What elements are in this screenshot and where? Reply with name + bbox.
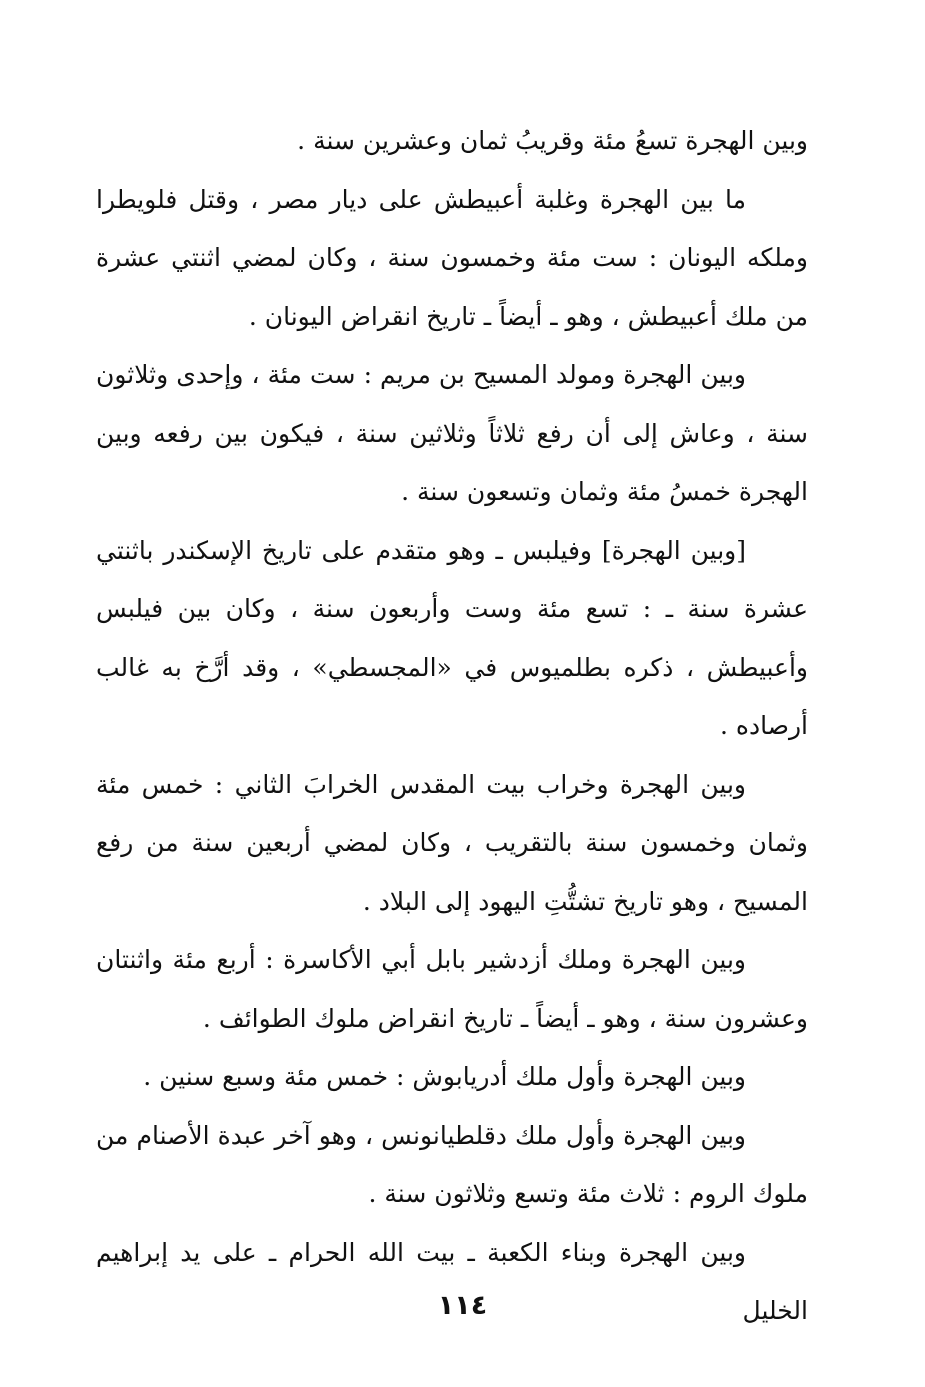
page-body-text — [96, 112, 808, 1341]
page-number: ١١٤ — [437, 1290, 488, 1321]
paragraph-2: ما بين الهجرة وغلبة أعبيطش على ديار مصر ، وقتل فلويطرا وملكه اليونان : ست مئة وخمسون سنة ، وكان لمضي اثنتي عشرة من ملك أعبيطش ، وهو ـ أيضاً ـ تاريخ انقراض اليونان . — [96, 184, 808, 331]
paragraph-4: [وبين الهجرة] وفيلبس ـ وهو متقدم على تاريخ الإسكندر باثنتي عشرة سنة ـ : تسع مئة وست وأربعون سنة ، وكان بين فيلبس وأعبيطش ، ذكره بطلميوس في «المجسطي» ، وقد أرَّخ به غالب أرصاده . — [96, 535, 808, 740]
paragraph-7: وبين الهجرة وأول ملك أدريابوش : خمس مئة وسبع سنين . — [143, 1062, 746, 1091]
paragraph-1: وبين الهجرة تسعُ مئة وقريبُ ثمان وعشرين سنة . — [297, 126, 808, 155]
paragraph-5: وبين الهجرة وخراب بيت المقدس الخرابَ الثاني : خمس مئة وثمان وخمسون سنة بالتقريب ، وكان لمضي أربعين سنة من رفع المسيح ، وهو تاريخ تشتُّتِ اليهود إلى البلاد . — [96, 769, 808, 916]
paragraph-9: وبين الهجرة وبناء الكعبة ـ بيت الله الحرام ـ على يد إبراهيم الخليل — [96, 1237, 808, 1325]
paragraph-8: وبين الهجرة وأول ملك دقلطيانونس ، وهو آخر عبدة الأصنام من ملوك الروم : ثلاث مئة وتسع وثلاثون سنة . — [96, 1120, 808, 1208]
paragraph-3: وبين الهجرة ومولد المسيح بن مريم : ست مئة ، وإحدى وثلاثون سنة ، وعاش إلى أن رفع ثلاثاً وثلاثين سنة ، فيكون بين رفعه وبين الهجرة خمسُ مئة وثمان وتسعون سنة . — [96, 360, 808, 506]
paragraph-6: وبين الهجرة وملك أزدشير بابل أبي الأكاسرة : أربع مئة واثنتان وعشرون سنة ، وهو ـ أيضاً ـ تاريخ انقراض ملوك الطوائف . — [96, 945, 808, 1033]
